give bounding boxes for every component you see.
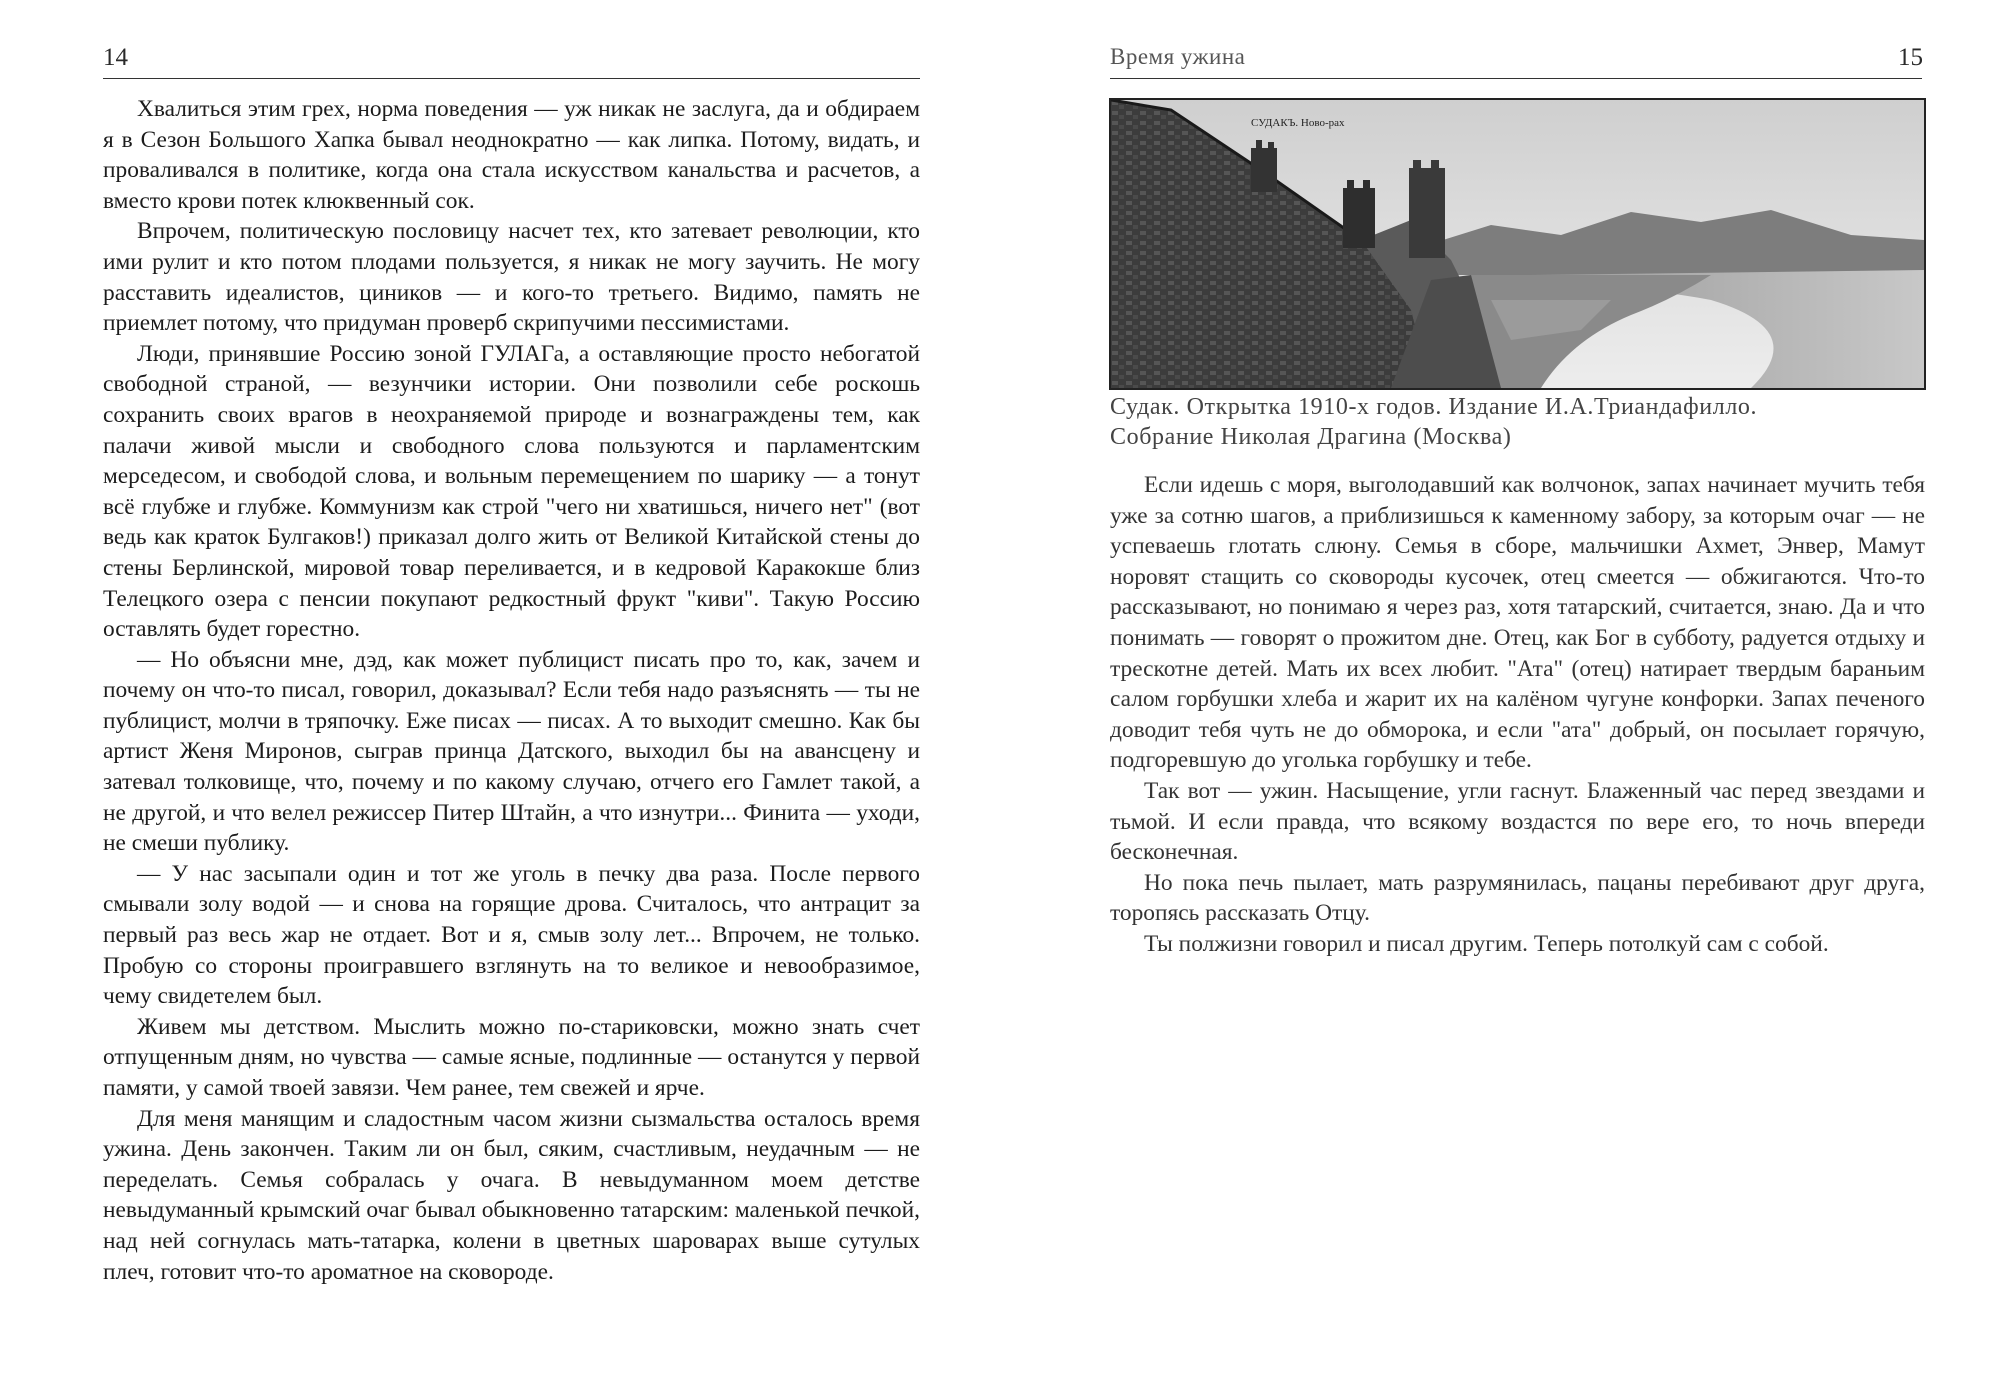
paragraph: — У нас засыпали один и тот же уголь в печку два раза. После первого смывали золу водой — и снова на горящие дрова. Считалось, что антрацит за первый раз весь жар не отдает. Вот и я, смыв золу лет... Впрочем, не только. Пробую со стороны проигравшего взглянуть на то великое и невообразимое, чему свидетелем был. bbox=[103, 860, 920, 1010]
page-number-left: 14 bbox=[103, 44, 128, 71]
paragraph: Так вот — ужин. Насыщение, угли гаснут. Блаженный час перед звездами и тьмой. И если правда, что всякому воздастся по вере его, то ночь впереди бесконечная. bbox=[1110, 777, 1925, 866]
paragraph: Для меня манящим и сладостным часом жизни сызмальства осталось время ужина. День закончен. Таким ли он был, сяким, счастливым, неудачным — не переделать. Семья собралась у очага. В невыдуманном моем детстве невыдуманный крымский очаг бывал обыкновенно татарским: маленькой печкой, над ней согнулась мать-татарка, колени в цветных шароварах выше сутулых плеч, готовит что-то ароматное на сковороде. bbox=[103, 1105, 920, 1285]
paragraph: Впрочем, политическую пословицу насчет тех, кто затевает революции, кто ими рулит и кто потом плодами пользуется, я никак не могу заучить. Не могу расставить идеалистов, циников — и кого-то третьего. Видимо, память не приемлет потому, что придуман проверб скрипучими пессимистами. bbox=[103, 218, 920, 337]
paragraph: — Но объясни мне, дэд, как может публицист писать про то, как, зачем и почему он что-то писал, говорил, доказывал? Если тебя надо разъяснять — ты не публицист, молчи в тряпочку. Еже писах — писах. А то выходит смешно. Как бы артист Женя Миронов, сыграв принца Датского, выходил бы на авансцену и затевал толковище, что, почему и по какому случаю, отчего его Гамлет такой, а не другой, и что велел режиссер Питер Штайн, а что изнутри... Финита — уходи, не смеши публику. bbox=[103, 646, 920, 857]
postcard-photo bbox=[1109, 98, 1926, 390]
paragraph: Но пока печь пылает, мать разрумянилась, пацаны перебивают друг друга, торопясь рассказать Отцу. bbox=[1110, 869, 1925, 927]
paragraph: Если идешь с моря, выголодавший как волчонок, запах начинает мучить тебя уже за сотню шагов, а приблизишься к каменному забору, за которым очаг — не успеваешь глотать слюну. Семья в сборе, мальчишки Ахмет, Энвер, Мамут норовят стащить со сковороды кусочек, отец смеется — обжигаются. Что-то рассказывают, но понимаю я через раз, хотя татарский, считается, знаю. Да и что понимать — говорят о прожитом дне. Отец, как Бог в субботу, радуется отдыху и трескотне детей. Мать их всех любит. "Ата" (отец) натирает твердым бараньим салом горбушки хлеба и жарит их на калёном чугуне конфорки. Запах печеного доводит тебя чуть не до обморока, и если "ата" добрый, он посылает горячую, подгоревшую до уголька горбушку и тебе. bbox=[1110, 472, 1925, 774]
header-rule-right bbox=[1110, 78, 1922, 79]
photo-caption bbox=[1110, 392, 1930, 452]
header-rule-left bbox=[103, 78, 920, 79]
sudak-fortress-photo-icon bbox=[1111, 100, 1924, 388]
paragraph: Живем мы детством. Мыслить можно по-стариковски, можно знать счет отпущенным дням, но чувства — самые ясные, подлинные — останутся у первой памяти, у самой твоей завязи. Чем ранее, тем свежей и ярче. bbox=[103, 1013, 920, 1101]
right-page-text bbox=[1110, 470, 1925, 960]
caption-line: Собрание Николая Драгина (Москва) bbox=[1110, 424, 1512, 450]
page-number-right: 15 bbox=[1898, 44, 1923, 71]
left-page-text bbox=[103, 94, 920, 1287]
paragraph: Ты полжизни говорил и писал другим. Теперь потолкуй сам с собой. bbox=[1144, 930, 1829, 957]
photo-inscription: СУДАКЪ. Ново-рах bbox=[1251, 117, 1345, 129]
paragraph: Хвалиться этим грех, норма поведения — уж никак не заслуга, да и обдираем я в Сезон Большого Хапка бывал неоднократно — как липка. Потому, видать, и проваливался в политике, когда она стала искусством канальства и расчетов, а вместо крови потек клюквенный сок. bbox=[103, 96, 920, 214]
running-head: Время ужина bbox=[1110, 44, 1246, 69]
paragraph: Люди, принявшие Россию зоной ГУЛАГа, а оставляющие просто небогатой свободной страной, — везунчики истории. Они позволили себе роскошь сохранить своих врагов в неохраняемой природе и вознаграждены тем, как палачи живой мысли и свободного слова пользуются и парламентским мерседесом, и свободой слова, и вольным перемещением по шарику — а тонут всё глубже и глубже. Коммунизм как строй "чего ни хватишься, ничего нет" (вот ведь как краток Булгаков!) приказал долго жить от Великой Китайской стены до стены Берлинской, мировой товар переливается, и в кедровой Каракокше близ Телецкого озера с пенсии покупают редкостный фрукт "киви". Такую Россию оставлять будет горестно. bbox=[103, 340, 920, 643]
caption-line: Судак. Открытка 1910-х годов. Издание И.А.Триандафилло. bbox=[1110, 394, 1758, 420]
